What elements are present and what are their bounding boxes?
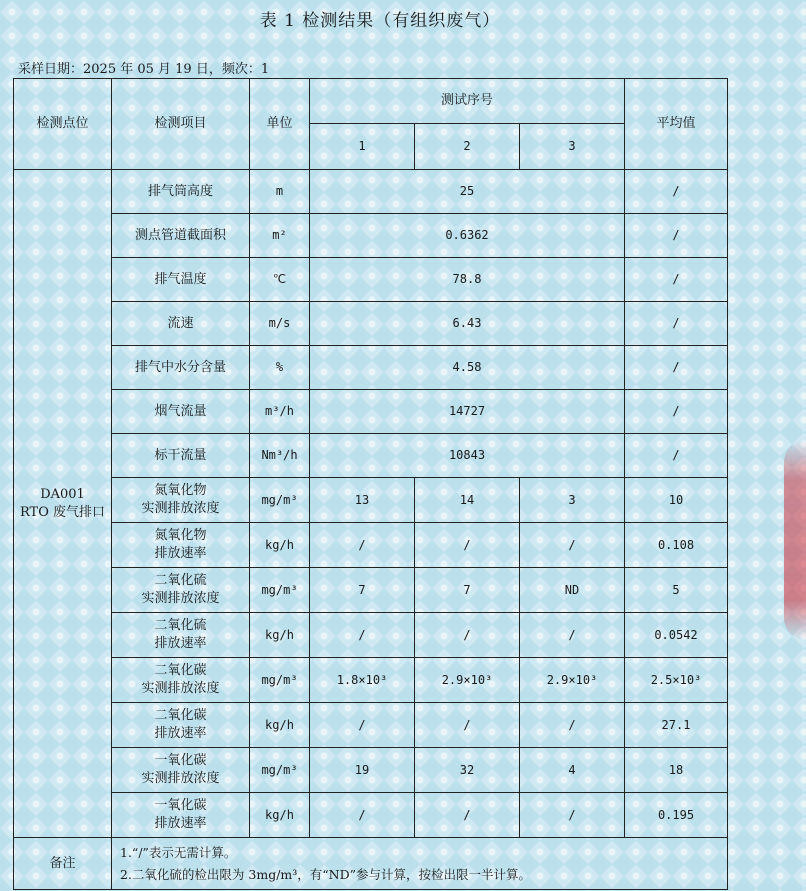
row-item xyxy=(112,523,250,568)
row-average: 10 xyxy=(625,478,728,523)
item-line2: 实测排放浓度 xyxy=(141,591,220,606)
row-average: 0.0542 xyxy=(625,613,728,658)
row-value-1: / xyxy=(310,613,415,658)
row-value-2: / xyxy=(415,523,520,568)
row-value-1: 7 xyxy=(310,568,415,613)
item-line2: 实测排放浓度 xyxy=(141,771,220,786)
row-unit: kg/h xyxy=(250,523,310,568)
row-unit: mg/m³ xyxy=(250,658,310,703)
row-value-3: / xyxy=(520,793,625,838)
point-code: DA001 xyxy=(40,486,85,502)
item-line2: 实测排放浓度 xyxy=(141,681,220,696)
row-unit: mg/m³ xyxy=(250,748,310,793)
row-item xyxy=(112,613,250,658)
item-line1: 二氧化硫 xyxy=(154,573,207,589)
results-table xyxy=(13,78,728,890)
row-value-2: / xyxy=(415,703,520,748)
sampling-info: 采样日期：2025 年 05 月 19 日，频次：1 xyxy=(18,62,270,77)
row-unit: ℃ xyxy=(250,258,310,302)
item-line2: 排放速率 xyxy=(154,726,207,741)
row-value: 78.8 xyxy=(310,258,625,302)
row-unit: kg/h xyxy=(250,703,310,748)
item-line2: 排放速率 xyxy=(154,546,207,561)
item-line1: 一氧化碳 xyxy=(154,753,207,769)
row-unit: % xyxy=(250,346,310,390)
item-line2: 排放速率 xyxy=(154,816,207,831)
row-value-1: 13 xyxy=(310,478,415,523)
header-seq-3: 3 xyxy=(520,124,625,170)
row-value-3: / xyxy=(520,613,625,658)
remark-1: 1.“/”表示无需计算。 xyxy=(120,845,237,861)
remarks xyxy=(112,838,728,890)
row-average: 2.5×10³ xyxy=(625,658,728,703)
row-unit: m/s xyxy=(250,302,310,346)
row-unit: Nm³/h xyxy=(250,434,310,478)
point-name: RTO 废气排口 xyxy=(19,504,106,520)
header-seq-2: 2 xyxy=(415,124,520,170)
row-value-1: / xyxy=(310,523,415,568)
header-unit: 单位 xyxy=(250,79,310,170)
row-average: / xyxy=(625,214,728,258)
row-unit: mg/m³ xyxy=(250,568,310,613)
row-value: 0.6362 xyxy=(310,214,625,258)
item-line1: 氮氧化物 xyxy=(154,483,207,499)
row-item: 烟气流量 xyxy=(112,390,250,434)
row-item xyxy=(112,478,250,523)
row-unit: m³/h xyxy=(250,390,310,434)
row-average: 0.195 xyxy=(625,793,728,838)
item-line1: 一氧化碳 xyxy=(154,798,207,814)
row-item: 排气中水分含量 xyxy=(112,346,250,390)
row-average: / xyxy=(625,258,728,302)
header-test-seq: 测试序号 xyxy=(310,79,625,124)
document-title: 表 1 检测结果（有组织废气） xyxy=(259,11,501,31)
row-value: 4.58 xyxy=(310,346,625,390)
row-item: 排气温度 xyxy=(112,258,250,302)
row-value-1: / xyxy=(310,703,415,748)
row-value: 25 xyxy=(310,170,625,214)
header-seq-1: 1 xyxy=(310,124,415,170)
row-unit: kg/h xyxy=(250,613,310,658)
item-line1: 二氧化碳 xyxy=(154,708,207,724)
row-value-1: / xyxy=(310,793,415,838)
row-value-3: ND xyxy=(520,568,625,613)
row-value-2: 32 xyxy=(415,748,520,793)
row-average: / xyxy=(625,170,728,214)
remarks-label: 备注 xyxy=(14,838,112,890)
row-item: 流速 xyxy=(112,302,250,346)
row-value-2: / xyxy=(415,613,520,658)
row-value-2: 14 xyxy=(415,478,520,523)
row-item: 排气筒高度 xyxy=(112,170,250,214)
row-value-3: / xyxy=(520,703,625,748)
row-average: / xyxy=(625,434,728,478)
row-item: 测点管道截面积 xyxy=(112,214,250,258)
item-line1: 二氧化硫 xyxy=(154,618,207,634)
row-value-2: 2.9×10³ xyxy=(415,658,520,703)
row-unit: m² xyxy=(250,214,310,258)
item-line2: 排放速率 xyxy=(154,636,207,651)
remark-2: 2.二氧化硫的检出限为 3mg/m³，有“ND”参与计算，按检出限一半计算。 xyxy=(120,866,532,882)
row-value-2: / xyxy=(415,793,520,838)
row-average: / xyxy=(625,346,728,390)
item-line1: 二氧化碳 xyxy=(154,663,207,679)
row-value: 14727 xyxy=(310,390,625,434)
header-point: 检测点位 xyxy=(14,79,112,170)
row-item xyxy=(112,703,250,748)
row-value-1: 1.8×10³ xyxy=(310,658,415,703)
row-unit: m xyxy=(250,170,310,214)
row-average: 18 xyxy=(625,748,728,793)
row-value-1: 19 xyxy=(310,748,415,793)
row-value-3: 3 xyxy=(520,478,625,523)
row-item xyxy=(112,658,250,703)
row-value: 6.43 xyxy=(310,302,625,346)
row-value-3: 4 xyxy=(520,748,625,793)
row-item xyxy=(112,568,250,613)
header-item: 检测项目 xyxy=(112,79,250,170)
row-value-2: 7 xyxy=(415,568,520,613)
row-value-3: / xyxy=(520,523,625,568)
header-average: 平均值 xyxy=(625,79,728,170)
row-average: / xyxy=(625,302,728,346)
red-seal-stamp xyxy=(784,440,806,640)
row-item xyxy=(112,793,250,838)
row-unit: mg/m³ xyxy=(250,478,310,523)
row-item: 标干流量 xyxy=(112,434,250,478)
item-line2: 实测排放浓度 xyxy=(141,501,220,516)
item-line1: 氮氧化物 xyxy=(154,528,207,544)
row-average: 27.1 xyxy=(625,703,728,748)
row-unit: kg/h xyxy=(250,793,310,838)
row-average: 0.108 xyxy=(625,523,728,568)
row-average: 5 xyxy=(625,568,728,613)
row-average: / xyxy=(625,390,728,434)
row-value: 10843 xyxy=(310,434,625,478)
sampling-point xyxy=(14,170,112,838)
row-value-3: 2.9×10³ xyxy=(520,658,625,703)
row-item xyxy=(112,748,250,793)
